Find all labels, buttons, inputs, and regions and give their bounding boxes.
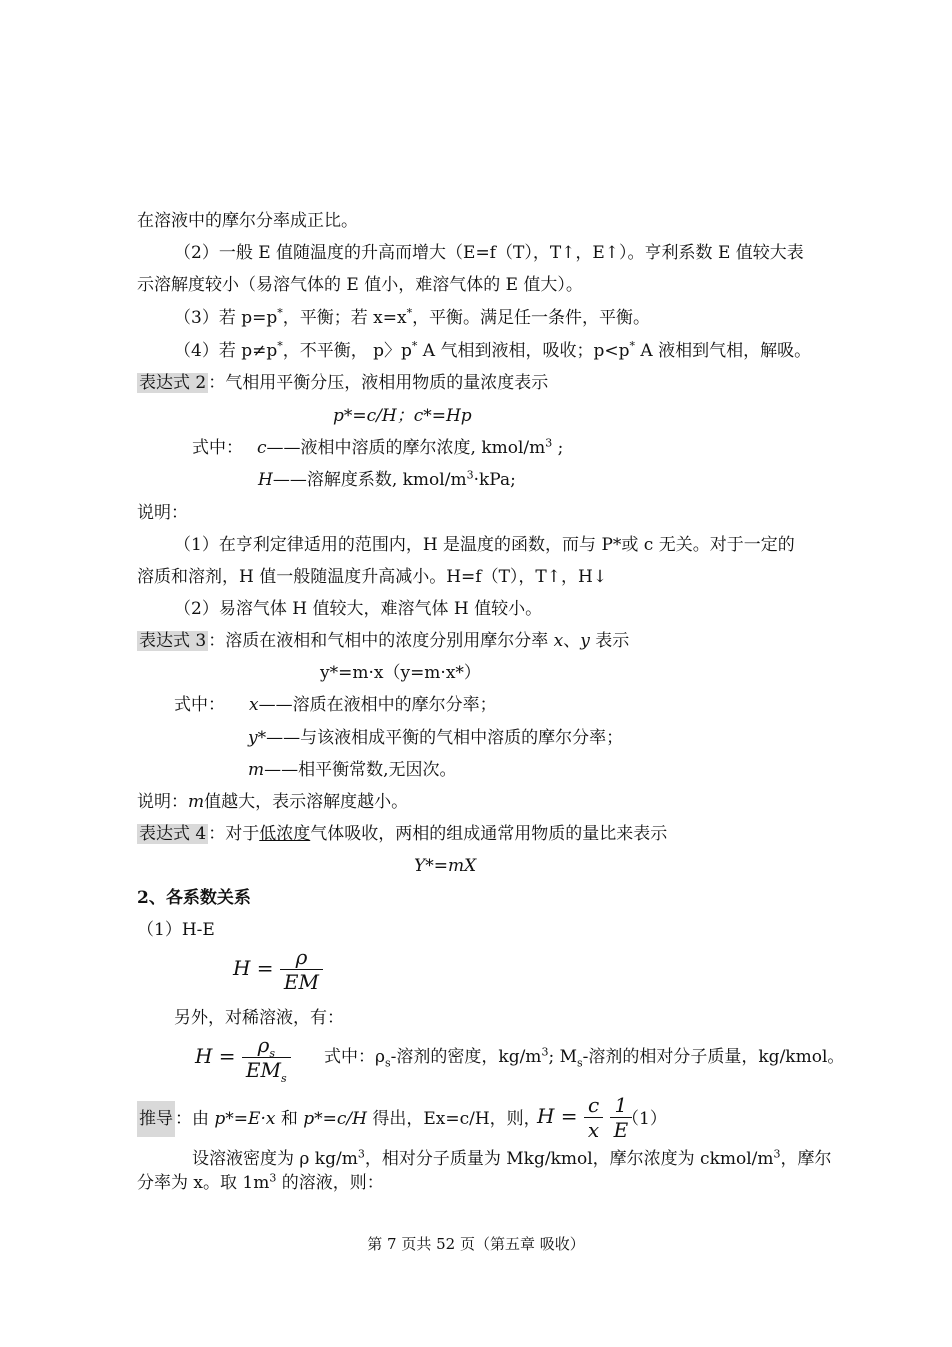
text-line: （2）易溶气体 H 值较大，难溶气体 H 值较小。 [174, 599, 543, 619]
formula-derivation: H = $\frac{c}{x}$ $\frac{1}{E}$ [537, 1093, 632, 1142]
text-line: （3）若 p=p*，平衡；若 x=x*，平衡。满足任一条件，平衡。 [174, 306, 651, 328]
page-footer: 第 7 页共 52 页（第五章 吸收） [367, 1235, 585, 1253]
text-line: m——相平衡常数,无因次。 [248, 760, 457, 780]
expression-label: 表达式 3 [139, 631, 207, 651]
text-line: 溶质和溶剂，H 值一般随温度升高减小。H=f（T），T↑，H↓ [137, 567, 608, 587]
fraction: $\frac{\rho_s}{EM_s}$ [242, 1033, 291, 1082]
text-line: 说明： [137, 503, 188, 523]
formula: y*=m·x（y=m·x*） [320, 663, 481, 683]
fraction: $\frac{1}{E}$ [610, 1093, 633, 1142]
text-line: 另外，对稀溶液，有： [174, 1008, 344, 1028]
derivation-line: 推导 ：由 p*=E·x 和 p*=c/H 得出，Ex=c/H，则， [137, 1108, 541, 1130]
formula-dilute: H = $\frac{\rho_s}{EM_s}$ [195, 1033, 291, 1082]
text-line: H——溶解度系数, kmol/$m^3\cdot kPa$; [258, 468, 516, 490]
equation-number: （1） [622, 1109, 667, 1129]
derivation-label: 推导 [137, 1101, 175, 1137]
expression-label: 表达式 2 [139, 373, 207, 393]
expression-3-heading: 表达式 3 ：溶质在液相和气相中的浓度分别用摩尔分率 x、y 表示 [139, 631, 630, 651]
subsection-heading: （1）H-E [137, 920, 215, 940]
text-line: （4）若 p≠p*，不平衡， p〉p* A 气相到液相，吸收；p<p* A 液相到气相，解吸。 [174, 339, 812, 361]
text-line: 式中： c——液相中溶质的摩尔浓度, kmol/$m^3$ ; [192, 436, 564, 458]
text-line: 式中： x——溶质在液相中的摩尔分率； [174, 695, 497, 715]
text-line: 设溶液密度为 ρ $kg/m^3$，相对分子质量为 Mkg/kmol，摩尔浓度为 ckmol/$m^3$，摩尔 [192, 1147, 832, 1169]
text-line: 在溶液中的摩尔分率成正比。 [137, 211, 358, 231]
text-line: 示溶解度较小（易溶气体的 E 值小，难溶气体的 E 值大）。 [137, 275, 583, 295]
text-line: 分率为 x。取 $1m^3$ 的溶液，则： [137, 1171, 384, 1193]
text-line: 说明：m值越大，表示溶解度越小。 [137, 792, 409, 812]
expression-4-heading: 表达式 4 ：对于低浓度气体吸收，两相的组成通常用物质的量比来表示 [139, 824, 668, 844]
text-line: y*——与该液相成平衡的气相中溶质的摩尔分率； [248, 728, 624, 748]
fraction: $\frac{\rho}{EM}$ [280, 945, 323, 994]
text-line: （2）一般 E 值随温度的升高而增大（E=f（T），T↑，E↑）。亨利系数 E 值较大表 [174, 243, 804, 263]
formula: Y*=mX [414, 856, 477, 876]
formula-h-e: H = $\frac{\rho}{EM}$ [233, 945, 323, 994]
section-heading: 2、各系数关系 [137, 888, 251, 908]
text-line: 式中：$\rho_s-$溶剂的密度，$kg/m^3$; $M_s-$溶剂的相对分子质量，kg/kmol。 [324, 1045, 845, 1070]
fraction: $\frac{c}{x}$ [584, 1093, 603, 1142]
expression-label: 表达式 4 [139, 824, 207, 844]
expression-2-heading: 表达式 2 ：气相用平衡分压，液相用物质的量浓度表示 [139, 373, 549, 393]
text-line: （1）在亨利定律适用的范围内，H 是温度的函数，而与 P*或 c 无关。对于一定的 [174, 535, 795, 555]
formula: p*=c/H；c*=Hp [333, 406, 472, 426]
